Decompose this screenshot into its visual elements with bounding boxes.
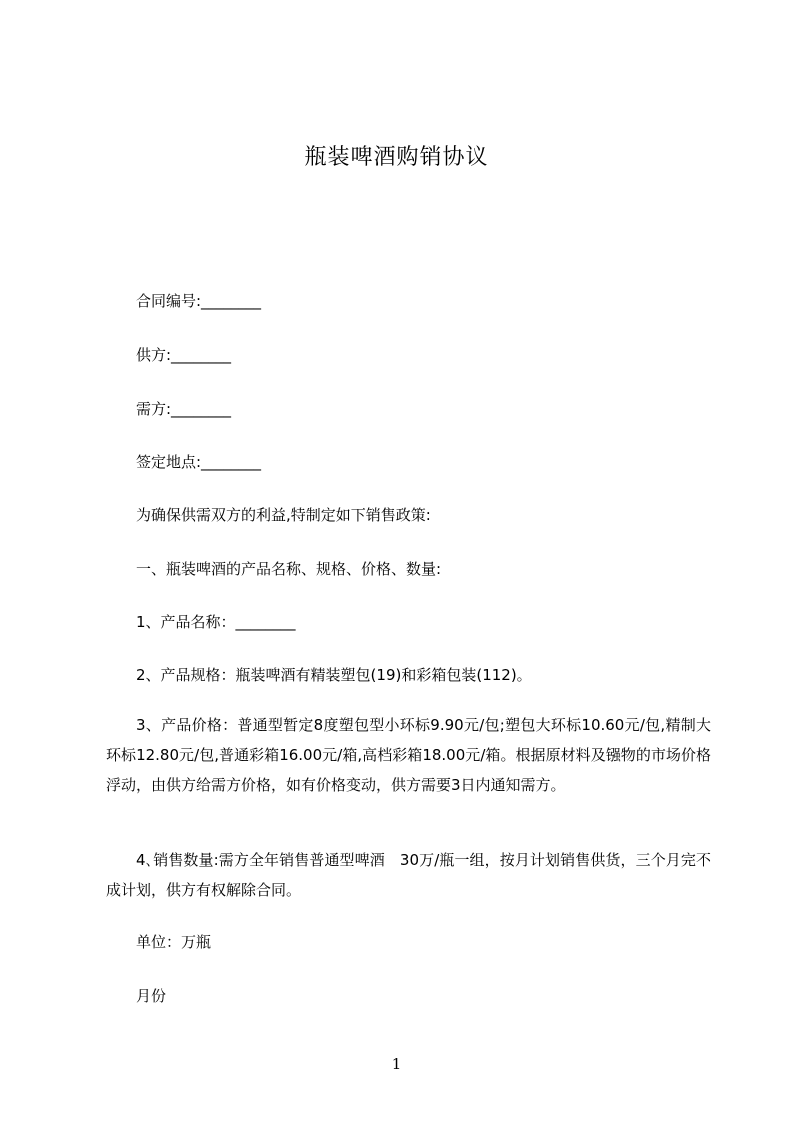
item4-sales-quantity: 4､销售数量:需方全年销售普通型啤酒 30万/瓶一组，按月计划销售供货，三个月完不成计划，供方有权解除合同。 bbox=[106, 851, 711, 899]
page-number: 1 bbox=[391, 1055, 402, 1073]
buyer-line: 需方:________ bbox=[136, 400, 232, 418]
document-title: 瓶装啤酒购销协议 bbox=[304, 145, 489, 170]
contract-number-line: 合同编号:________ bbox=[136, 292, 262, 310]
section1-heading: 一、瓶装啤酒的产品名称、规格、价格、数量: bbox=[136, 560, 442, 578]
signing-place-line: 签定地点:________ bbox=[136, 453, 262, 471]
unit-line: 单位：万瓶 bbox=[136, 933, 212, 951]
item1-product-name: 1、产品名称：________ bbox=[136, 613, 296, 631]
supplier-line: 供方:________ bbox=[136, 346, 232, 364]
item2-product-spec: 2、产品规格：瓶装啤酒有精装塑包(19)和彩箱包装(112)。 bbox=[136, 666, 532, 684]
item3-product-price: 3、产品价格：普通型暂定8度塑包型小环标9.90元/包;塑包大环标10.60元/包,精制大环标12.80元/包,普通彩箱16.00元/箱,高档彩箱18.00元/箱。根据原材料及镪物的市场价格浮动，由供方给需方价格，如有价格变动，供方需要3日内通知需方。 bbox=[106, 716, 711, 794]
intro-paragraph: 为确保供需双方的利益,特制定如下销售政策: bbox=[136, 506, 431, 524]
month-line: 月份 bbox=[136, 987, 167, 1005]
